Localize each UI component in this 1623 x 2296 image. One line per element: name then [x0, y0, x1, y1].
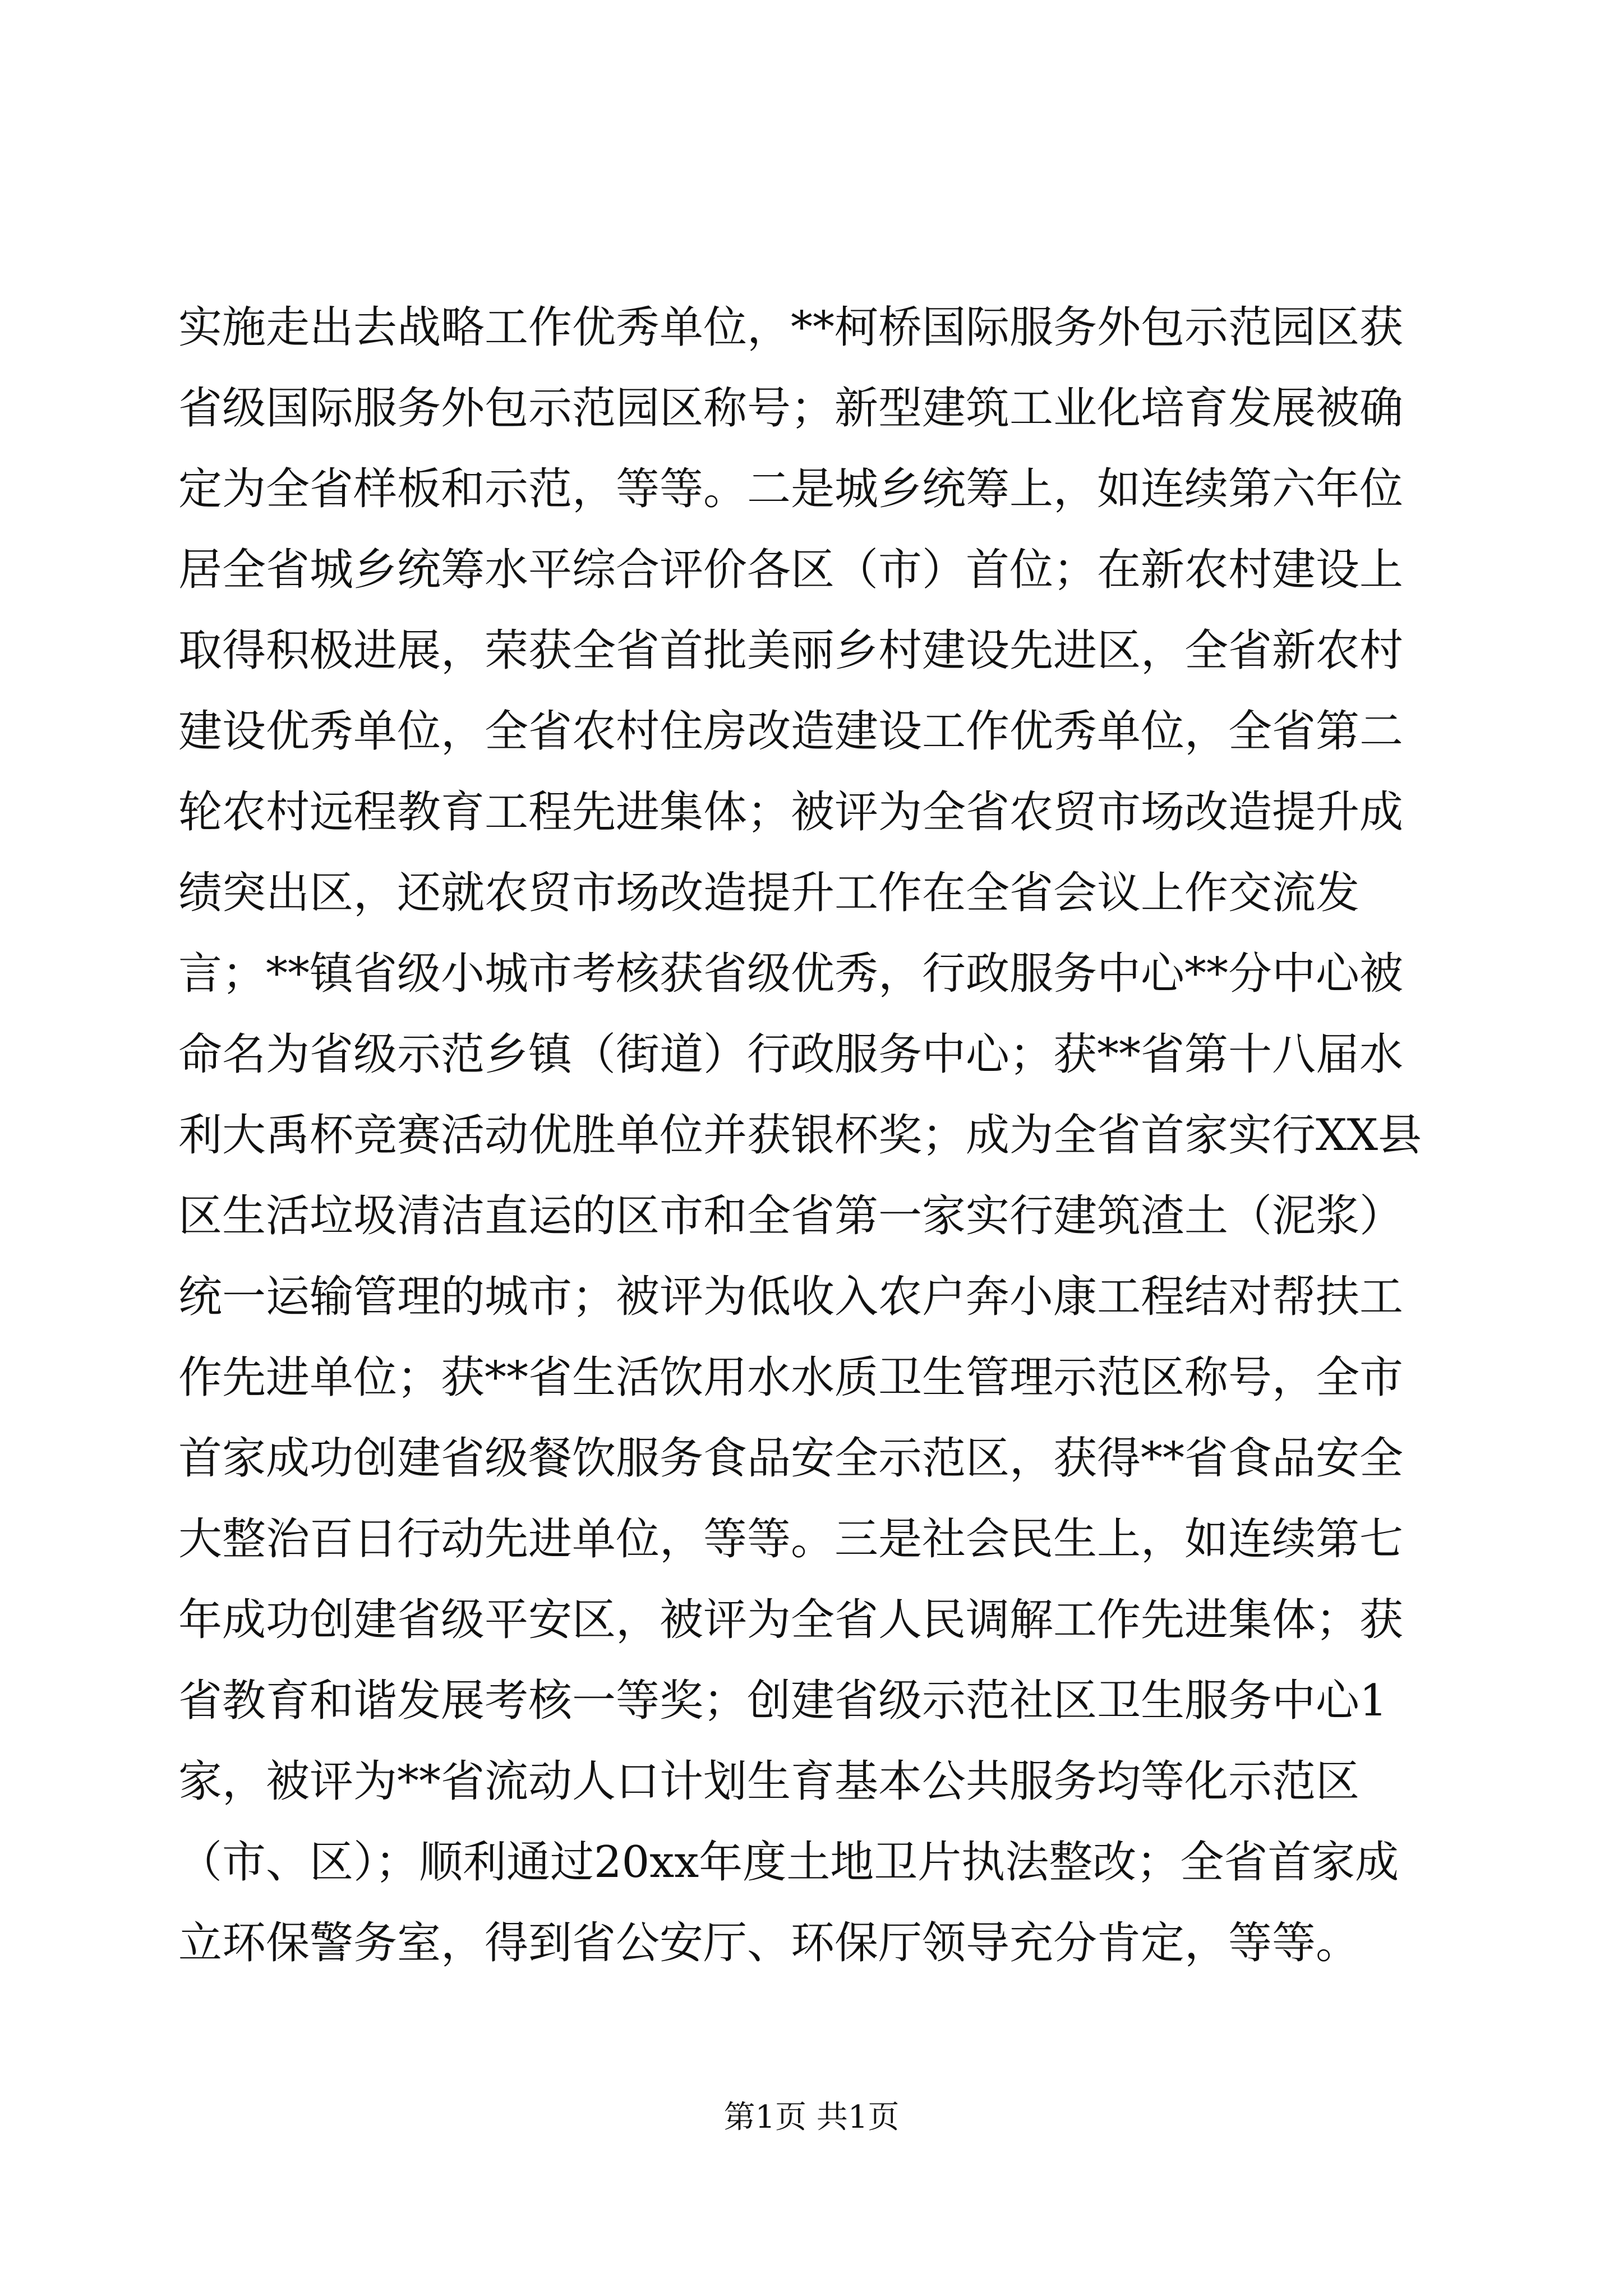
- text-line: （市、区）；顺利通过20xx年度土地卫片执法整改；全省首家成: [178, 1837, 1399, 1888]
- text-line: 命名为省级示范乡镇（街道）行政服务中心；获**省第十八届水: [178, 1029, 1404, 1080]
- text-line: 实施走出去战略工作优秀单位，**柯桥国际服务外包示范园区获: [178, 302, 1404, 353]
- text-line: 区生活垃圾清洁直运的区市和全省第一家实行建筑渣土（泥浆）: [178, 1191, 1404, 1241]
- text-line: 首家成功创建省级餐饮服务食品安全示范区，获得**省食品安全: [178, 1433, 1404, 1484]
- text-line: 省教育和谐发展考核一等奖；创建省级示范社区卫生服务中心1: [178, 1676, 1387, 1726]
- text-line: 作先进单位；获**省生活饮用水水质卫生管理示范区称号，全市: [178, 1352, 1404, 1403]
- text-line: 定为全省样板和示范，等等。二是城乡统筹上，如连续第六年位: [178, 464, 1404, 514]
- text-line: 年成功创建省级平安区，被评为全省人民调解工作先进集体；获: [178, 1595, 1404, 1645]
- text-line: 绩突出区，还就农贸市场改造提升工作在全省会议上作交流发: [178, 868, 1360, 918]
- text-line: 居全省城乡统筹水平综合评价各区（市）首位；在新农村建设上: [178, 545, 1404, 595]
- text-line: 言；**镇省级小城市考核获省级优秀，行政服务中心**分中心被: [178, 949, 1404, 999]
- text-line: 立环保警务室，得到省公安厅、环保厅领导充分肯定，等等。: [178, 1918, 1360, 1968]
- text-line: 轮农村远程教育工程先进集体；被评为全省农贸市场改造提升成: [178, 787, 1404, 838]
- text-line: 家，被评为**省流动人口计划生育基本公共服务均等化示范区: [178, 1756, 1360, 1807]
- text-line: 取得积极进展，荣获全省首批美丽乡村建设先进区，全省新农村: [178, 625, 1404, 676]
- page-number-label: 第1页 共1页: [723, 2099, 900, 2136]
- text-line: 统一运输管理的城市；被评为低收入农户奔小康工程结对帮扶工: [178, 1272, 1404, 1322]
- text-line: 利大禹杯竞赛活动优胜单位并获银杯奖；成为全省首家实行XX县: [178, 1110, 1422, 1161]
- text-line: 省级国际服务外包示范园区称号；新型建筑工业化培育发展被确: [178, 383, 1404, 434]
- text-line: 大整治百日行动先进单位，等等。三是社会民生上，如连续第七: [178, 1514, 1404, 1565]
- text-line: 建设优秀单位，全省农村住房改造建设工作优秀单位，全省第二: [178, 706, 1404, 757]
- page-footer: [0, 2098, 1623, 2137]
